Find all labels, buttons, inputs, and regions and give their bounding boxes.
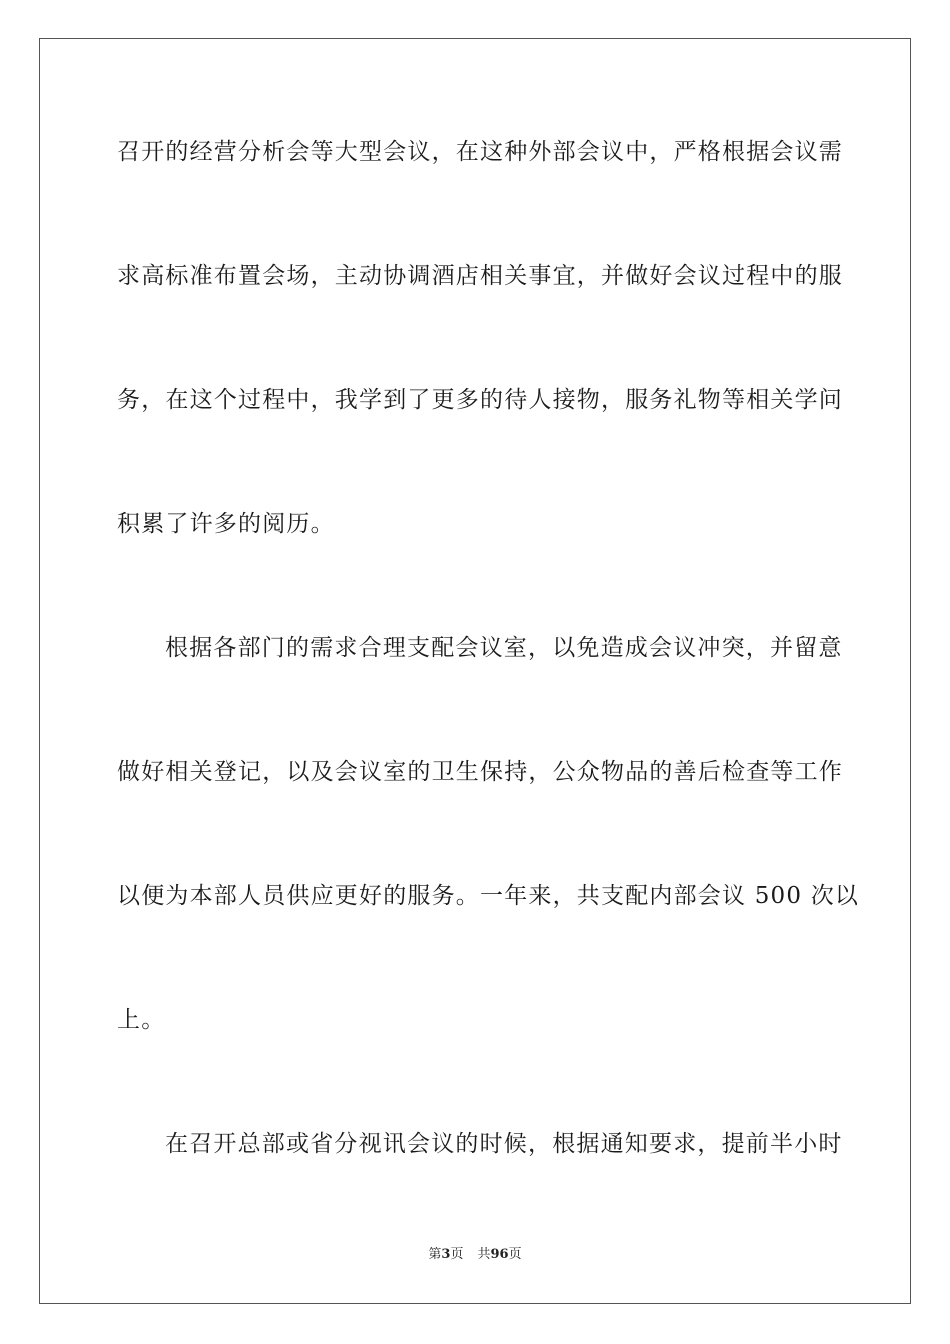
body-line-1: 召开的经营分析会等大型会议，在这种外部会议中，严格根据会议需 <box>117 139 843 165</box>
body-line-6: 做好相关登记，以及会议室的卫生保持，公众物品的善后检查等工作 <box>117 759 843 785</box>
page-suffix: 页 <box>450 1247 464 1262</box>
page-footer <box>0 1246 950 1264</box>
total-pages: 96 <box>490 1247 509 1262</box>
body-line-3: 务，在这个过程中，我学到了更多的待人接物，服务礼物等相关学问 <box>117 387 843 413</box>
body-line-2: 求高标准布置会场，主动协调酒店相关事宜，并做好会议过程中的服 <box>117 263 843 289</box>
page-border <box>39 38 911 1304</box>
total-suffix: 页 <box>508 1247 522 1262</box>
body-line-7: 以便为本部人员供应更好的服务。一年来，共支配内部会议 500 次以 <box>117 883 860 909</box>
body-line-8: 上。 <box>117 1007 166 1033</box>
body-line-4: 积累了许多的阅历。 <box>117 511 335 537</box>
body-line-5: 根据各部门的需求合理支配会议室，以免造成会议冲突，并留意 <box>165 635 843 661</box>
page-number: 3 <box>441 1247 451 1262</box>
body-line-9: 在召开总部或省分视讯会议的时候，根据通知要求，提前半小时 <box>165 1131 843 1157</box>
page-prefix: 第 <box>428 1247 442 1262</box>
total-prefix: 共 <box>477 1247 491 1262</box>
